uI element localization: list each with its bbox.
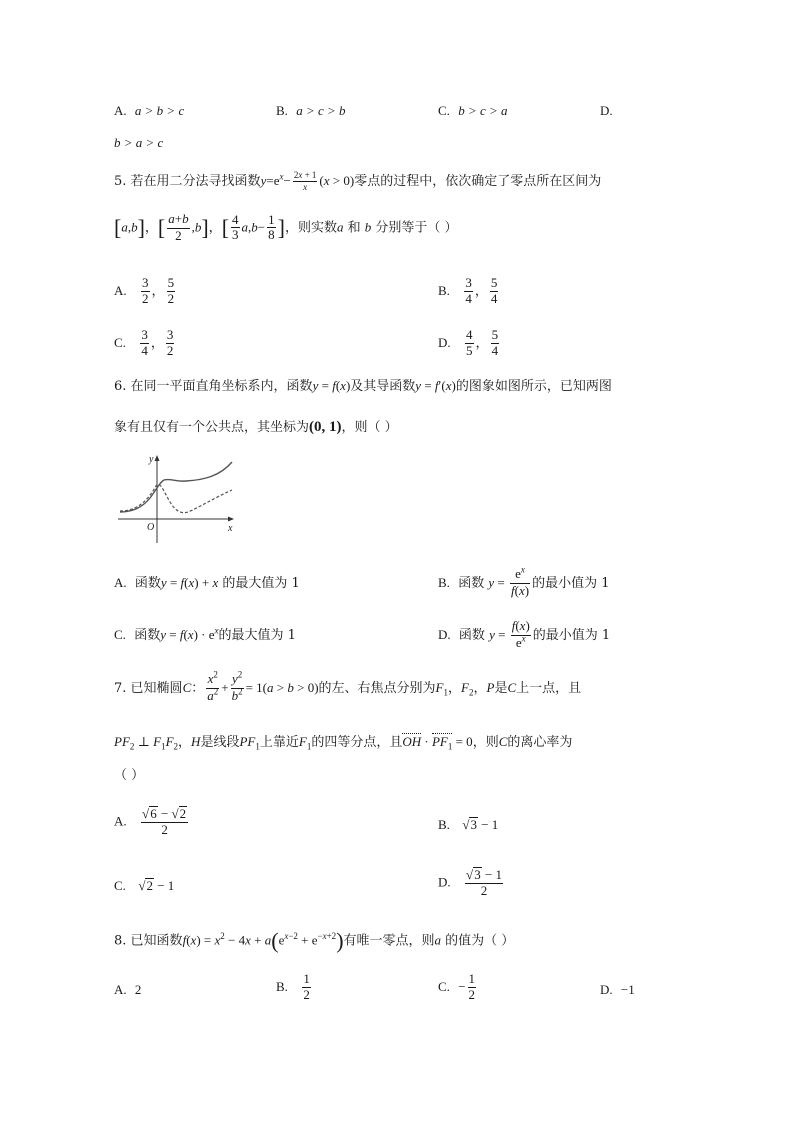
option-text: 2: [134, 982, 142, 997]
y-axis-label: y: [149, 454, 154, 465]
fraction-den: 2: [167, 290, 175, 306]
option-label: A.: [114, 982, 127, 997]
option-label: B.: [276, 103, 288, 118]
option-label: C.: [438, 978, 450, 994]
option-label: A.: [114, 813, 127, 829]
fraction-num: 1: [468, 971, 476, 986]
q5-stem-line1: 5. 若在用二分法寻找函数$y=e^x-$ $\frac{2x + 1}{x}$ (x > 0)零点的过程中，依次确定了零点所在区间为: [114, 170, 602, 193]
q5-option-b: B. $\frac{3}{4}$ ， $\frac{5}{4}$: [438, 275, 498, 306]
option-text: 的最大值为 1: [222, 576, 300, 591]
stem-text: 有唯一零点，则: [343, 933, 435, 949]
stem-text: 上靠近: [259, 735, 299, 750]
stem-text: 的左、右焦点分别为: [318, 680, 436, 696]
fraction-num: 3: [465, 275, 472, 290]
q6-option-a: A. 函数y = f(x) + x 的最大值为 1: [114, 575, 300, 591]
stem-text: 已知函数: [130, 933, 183, 949]
fraction-den: 2: [468, 986, 476, 1002]
q7-option-a: A. $\frac{√6 - √2}{2}$: [114, 806, 187, 837]
fraction-num: 4: [466, 327, 473, 342]
q5-stem-line2: [a,b]，[ $\frac{a+b}{2}$ ,b]，[ $\frac{4}{3}$ a,b− $\frac{1}{8}$ ]，则实数a 和 b 分别等于（ ）: [114, 211, 458, 243]
stem-text: 是线段: [200, 735, 240, 750]
q6-option-d: D. 函数 y = $\frac{f(x)}{e^x}$ 的最小值为 1: [438, 618, 611, 650]
f-curve: [120, 462, 232, 512]
q6-option-c: C. 函数$y = f(x) \cdot e^x$的最大值为 1: [114, 625, 296, 643]
option-label: B.: [438, 817, 450, 832]
fraction-den: 2: [303, 986, 310, 1002]
stem-text: ，则实数: [284, 220, 337, 236]
fraction-num: 5: [491, 327, 499, 342]
option-text: 函数: [134, 576, 161, 591]
stem-text: 分别等于（ ）: [375, 220, 458, 236]
q6-stem-line1: 6. 在同一平面直角坐标系内，函数y = f(x)及其导函数y = f′(x)的图象如图所示，已知两图: [114, 378, 612, 394]
math-function: y: [260, 172, 267, 188]
function-graph: [114, 450, 238, 548]
option-label: B.: [438, 574, 450, 590]
option-label: D.: [600, 103, 613, 118]
q4-option-d-label: [600, 104, 613, 118]
option-label: D.: [600, 982, 613, 997]
point-coordinate: (0, 1): [309, 419, 342, 435]
stem-text: 及其导函数: [350, 379, 416, 394]
option-label: A.: [114, 282, 127, 298]
stem-text: ，则: [472, 735, 499, 750]
fraction-den: 4: [141, 342, 148, 358]
stem-text: 零点的过程中，依次确定了零点所在区间为: [354, 173, 602, 189]
question-number: 7.: [114, 680, 127, 696]
option-text: 函数: [458, 627, 485, 643]
stem-text: 已知椭圆: [130, 680, 183, 696]
option-text: −1: [620, 982, 635, 997]
q7-paren: （ ）: [114, 768, 145, 783]
option-label: A.: [114, 575, 127, 590]
q8-option-b: [276, 972, 313, 1003]
stem-text: 的离心率为: [507, 735, 573, 750]
option-label: C.: [114, 334, 126, 350]
option-text: 的最大值为 1: [218, 628, 296, 643]
q5-option-d: D. $\frac{4}{5}$ ， $\frac{5}{4}$: [438, 327, 499, 358]
stem-text: 和: [347, 220, 361, 236]
q7-option-c: C. √2 − 1: [114, 878, 175, 893]
option-text: 的最小值为 1: [532, 627, 611, 643]
q4-option-d-text: [114, 136, 163, 150]
q8-option-a: [114, 983, 141, 997]
q4-option-b: [276, 104, 346, 118]
q5-option-a: A. $\frac{3}{2}$ ， $\frac{5}{2}$: [114, 275, 175, 306]
option-label: C.: [114, 627, 126, 642]
stem-text: 的值为（ ）: [445, 933, 515, 949]
option-label: D.: [438, 334, 451, 350]
option-text: 函数: [134, 628, 161, 643]
option-text: a > c > b: [296, 103, 346, 118]
q8-stem: 8. 已知函数$f(x) = x^2 - 4x + a(e^{x-2} + e^{-x+2})$有唯一零点，则a 的值为（ ）: [114, 928, 515, 953]
q4-option-a: [114, 104, 184, 118]
q7-option-d: D. $\frac{√3 - 1}{2}$: [438, 867, 503, 898]
stem-text: 的四等分点，且: [311, 735, 403, 750]
option-label: C.: [438, 103, 450, 118]
stem-text: 是: [494, 680, 508, 696]
stem-text: 象有且仅有一个公共点，其坐标为: [114, 420, 310, 435]
q7-stem-line2: $PF_2$ ⊥ $F_1F_2$，H是线段$PF_1$上靠近$F_1$的四等分点，且OH · $PF_1 = 0$，则C的离心率为: [114, 734, 573, 752]
fraction-num: 5: [490, 275, 498, 290]
option-text: 函数: [458, 575, 485, 591]
math-fraction: $\frac{2x + 1}{x}$: [293, 170, 317, 193]
option-label: C.: [114, 878, 126, 893]
option-label: B.: [438, 282, 450, 298]
option-label: A.: [114, 103, 127, 118]
option-text: b > a > c: [114, 135, 164, 150]
q6-option-b: B. 函数 y = $\frac{e^x}{f(x)}$ 的最小值为 1: [438, 564, 610, 598]
y-axis-arrow-icon: [155, 455, 160, 461]
option-text: b > c > a: [458, 103, 508, 118]
q7-stem-line1: 7. 已知椭圆C： $\frac{x^2}{a^2}$ + $\frac{y^2}{b^2}$ = 1(a > b > 0)的左、右焦点分别为$F_1$，$F_2$，P是C上一点，且: [114, 669, 582, 703]
q8-option-c: C. − $\frac{1}{2}$: [438, 971, 476, 1002]
question-number: 5.: [114, 173, 127, 189]
fraction-den: 5: [466, 342, 473, 358]
q8-option-d: [600, 983, 635, 997]
fraction-num: 5: [167, 275, 175, 290]
fraction-num: 3: [142, 275, 149, 290]
stem-text: ，则（ ）: [341, 420, 398, 435]
q6-stem-line2: [114, 420, 398, 435]
fraction-den: 2: [142, 290, 149, 306]
q7-option-b: B. √3 − 1: [438, 817, 499, 832]
fraction-num: 3: [166, 327, 174, 342]
fraction-den: 4: [491, 342, 499, 358]
question-number: 8.: [114, 933, 127, 949]
origin-label: O: [147, 522, 155, 533]
fraction-den: 4: [490, 290, 498, 306]
question-number: 6.: [114, 379, 127, 394]
x-axis-arrow-icon: [228, 517, 234, 522]
fraction-num: 1: [303, 971, 310, 986]
option-label: D.: [438, 874, 451, 890]
q5-option-c: C. $\frac{3}{4}$ ， $\frac{3}{2}$: [114, 327, 174, 358]
stem-text: 若在用二分法寻找函数: [130, 173, 261, 189]
option-text: 的最小值为 1: [532, 575, 610, 591]
stem-text: 在同一平面直角坐标系内，函数: [130, 379, 313, 394]
x-axis-label: x: [228, 523, 233, 534]
q4-option-c: [438, 104, 508, 118]
option-text: a > b > c: [134, 103, 185, 118]
option-label: D.: [438, 626, 451, 642]
stem-text: 的图象如图所示，已知两图: [455, 379, 612, 394]
option-label: B.: [276, 978, 288, 994]
stem-text: 上一点，且: [516, 680, 582, 696]
fraction-den: 2: [166, 342, 174, 358]
fraction-den: 4: [465, 290, 472, 306]
fraction-num: 3: [141, 327, 148, 342]
